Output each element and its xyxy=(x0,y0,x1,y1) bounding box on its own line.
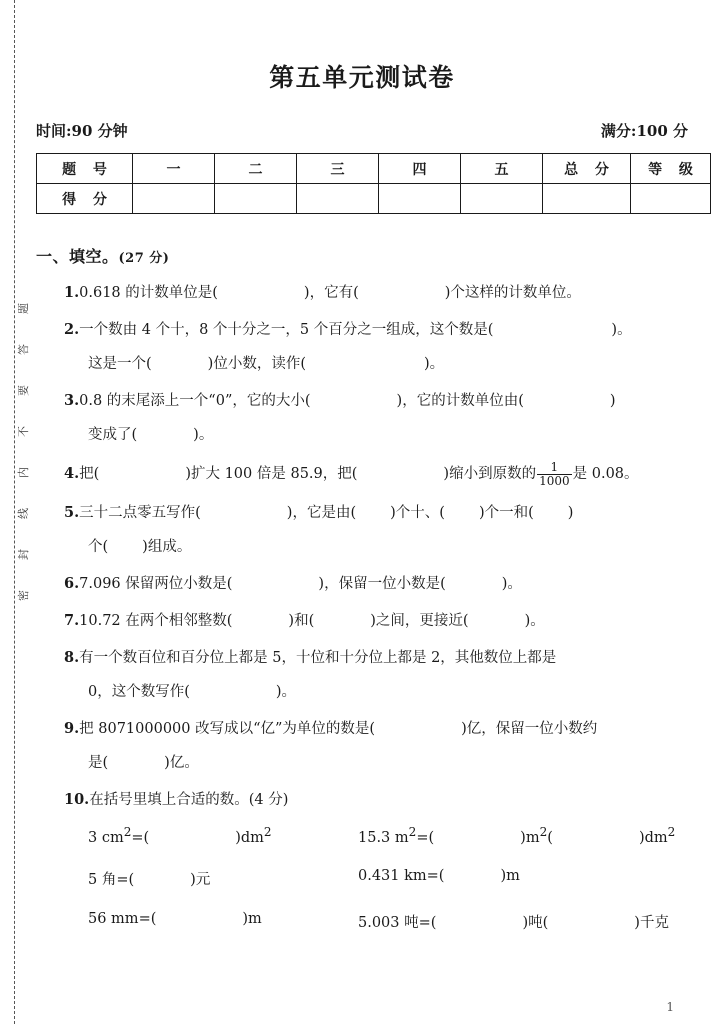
question-1-number: 1. xyxy=(64,284,80,301)
question-3-text-a: 0.8 的末尾添上一个“0”，它的大小( xyxy=(79,393,311,410)
unit-1-left-close-sup: 2 xyxy=(263,825,272,840)
unit-1-right-close-sup: 2 xyxy=(539,825,548,840)
question-9 xyxy=(36,718,688,774)
question-4-line-1 xyxy=(64,461,688,487)
question-2-text-e: )。 xyxy=(424,356,445,373)
score-table-col-5: 五 xyxy=(461,154,543,184)
question-4-number: 4. xyxy=(64,465,80,483)
question-7-line-1 xyxy=(64,610,688,632)
question-10-line-1 xyxy=(64,789,688,811)
question-5-text-c: )个十、( xyxy=(390,505,445,522)
unit-1-left-eq: =( xyxy=(131,830,150,847)
question-7-text-a: 10.72 在两个相邻整数( xyxy=(79,613,233,630)
question-9-text-d: )亿。 xyxy=(164,755,199,772)
unit-row-2 xyxy=(88,868,688,889)
question-2-number: 2. xyxy=(64,321,80,339)
unit-item-5p003dun xyxy=(358,911,688,932)
question-3-text-b: )，它的计数单位由( xyxy=(396,393,524,410)
question-7-text-c: )之间，更接近( xyxy=(370,613,469,630)
unit-item-0p431km xyxy=(358,868,688,889)
unit-1-right-close: )m xyxy=(520,830,540,847)
unit-2-right-value: 0.431 km xyxy=(358,868,427,885)
score-table-col-4: 四 xyxy=(379,154,461,184)
score-cell-3[interactable] xyxy=(297,184,379,214)
question-4-text-d: 是 0.08。 xyxy=(572,466,639,483)
question-5-line-2 xyxy=(64,537,688,558)
question-7-number: 7. xyxy=(64,612,80,630)
unit-3-right-eq: =( xyxy=(418,915,437,932)
question-1-text-c: )个这样的计数单位。 xyxy=(444,285,581,301)
question-10-title: 在括号里填上合适的数。 xyxy=(89,792,249,809)
question-8-text-b: 0，这个数写作( xyxy=(88,684,190,701)
question-2-text-b: )。 xyxy=(611,322,632,339)
question-2 xyxy=(36,319,688,375)
question-10-number: 10. xyxy=(64,791,90,809)
unit-3-right-value: 5.003 吨 xyxy=(358,915,419,932)
question-5-text-d: )个一和( xyxy=(478,505,534,522)
question-9-number: 9. xyxy=(64,720,80,738)
unit-row-3 xyxy=(88,911,688,932)
question-5-text-a: 三十二点零五写作( xyxy=(79,505,201,522)
score-cell-total[interactable] xyxy=(543,184,631,214)
sealing-line-text: 密封线内不要答题 xyxy=(17,273,30,601)
question-5-text-g: )组成。 xyxy=(142,539,192,556)
question-3-line-2 xyxy=(64,425,688,446)
question-1-line-1 xyxy=(64,282,688,304)
question-4 xyxy=(36,461,688,487)
section-title: 一、填空。 xyxy=(36,247,119,266)
unit-2-left-close: )元 xyxy=(190,872,211,889)
question-9-line-1 xyxy=(64,718,688,740)
question-6 xyxy=(36,573,688,595)
score-table-col-1: 一 xyxy=(133,154,215,184)
score-table-col-grade: 等 级 xyxy=(631,154,711,184)
question-4-text-a: 把( xyxy=(79,466,100,483)
question-5-number: 5. xyxy=(64,504,80,522)
question-5-text-b: )，它是由( xyxy=(286,505,357,522)
unit-1-right-extra-sup: 2 xyxy=(667,825,676,840)
exam-full-score-label: 满分:100 分 xyxy=(600,122,688,140)
unit-1-left-sup: 2 xyxy=(123,825,132,840)
question-6-line-1 xyxy=(64,573,688,595)
exam-page xyxy=(36,0,699,1024)
question-2-text-a: 一个数由 4 个十，8 个十分之一，5 个百分之一组成，这个数是( xyxy=(79,322,494,339)
question-8-line-2 xyxy=(64,682,688,703)
question-6-text-c: )。 xyxy=(501,576,522,593)
question-8-line-1 xyxy=(64,647,688,669)
question-8-text-c: )。 xyxy=(275,684,297,701)
unit-item-15p3m2 xyxy=(358,825,688,846)
question-3-text-c: ) xyxy=(609,393,616,410)
question-1-text-a: 0.618 的计数单位是( xyxy=(79,285,218,301)
unit-1-right-extra-open: ( xyxy=(547,830,553,847)
question-2-line-2 xyxy=(64,354,688,375)
question-7 xyxy=(36,610,688,632)
unit-2-left-eq: =( xyxy=(116,872,135,889)
unit-2-right-eq: =( xyxy=(426,868,445,885)
section-points: (27 分) xyxy=(118,251,170,266)
question-8 xyxy=(36,647,688,703)
score-cell-4[interactable] xyxy=(379,184,461,214)
fraction-denominator: 1000 xyxy=(539,473,570,488)
question-10-points: (4 分) xyxy=(248,792,289,809)
page-number: 1 xyxy=(666,1000,674,1014)
unit-1-right-sup: 2 xyxy=(408,825,417,840)
unit-3-left-value: 56 mm xyxy=(88,911,139,928)
question-6-text-b: )，保留一位小数是( xyxy=(318,576,446,593)
question-5 xyxy=(36,502,688,558)
unit-1-right-extra-close: )dm xyxy=(638,830,668,847)
question-5-text-e: ) xyxy=(567,505,574,522)
question-4-text-c: )缩小到原数的 xyxy=(443,466,537,483)
score-table-col-2: 二 xyxy=(215,154,297,184)
table-row-scores xyxy=(37,184,711,214)
question-2-line-1 xyxy=(64,319,688,341)
question-4-text-b: )扩大 100 倍是 85.9，把( xyxy=(185,466,358,483)
score-cell-grade[interactable] xyxy=(631,184,711,214)
unit-conversion-grid xyxy=(36,825,688,932)
question-10 xyxy=(36,789,688,811)
unit-2-right-close: )m xyxy=(500,868,520,885)
score-table-col-total: 总 分 xyxy=(543,154,631,184)
question-7-text-d: )。 xyxy=(524,613,545,630)
fraction-one-over-one-thousand xyxy=(537,461,572,487)
question-5-text-f: 个( xyxy=(88,539,109,556)
question-6-text-a: 7.096 保留两位小数是( xyxy=(79,576,233,593)
question-3-text-d: 变成了( xyxy=(88,427,138,444)
section-heading-fill-blanks xyxy=(36,244,688,267)
unit-3-left-eq: =( xyxy=(138,911,157,928)
question-3-text-e: )。 xyxy=(193,427,214,444)
question-9-text-a: 把 8071000000 改写成以“亿”为单位的数是( xyxy=(79,721,376,738)
unit-2-left-value: 5 角 xyxy=(88,872,117,889)
unit-1-right-eq: =( xyxy=(416,830,435,847)
score-table xyxy=(36,153,711,214)
table-row-question-numbers xyxy=(37,154,711,184)
unit-item-5jiao xyxy=(88,868,358,889)
question-8-number: 8. xyxy=(64,649,80,667)
score-table-label-question: 题 号 xyxy=(37,154,133,184)
unit-3-right-extra-open: ( xyxy=(542,915,549,932)
score-table-label-score: 得 分 xyxy=(37,184,133,214)
question-2-text-d: )位小数，读作( xyxy=(207,356,306,373)
unit-1-left-value: 3 cm xyxy=(88,830,124,847)
score-cell-5[interactable] xyxy=(461,184,543,214)
score-table-col-3: 三 xyxy=(297,154,379,184)
unit-1-right-value: 15.3 m xyxy=(358,830,409,847)
page-title: 第五单元测试卷 xyxy=(269,63,455,92)
question-9-line-2 xyxy=(64,753,688,774)
score-cell-1[interactable] xyxy=(133,184,215,214)
unit-3-right-extra-close: )千克 xyxy=(634,915,669,932)
question-5-line-1 xyxy=(64,502,688,524)
unit-1-left-close: )dm xyxy=(235,830,264,847)
fraction-numerator: 1 xyxy=(537,461,572,475)
question-9-text-c: 是( xyxy=(88,755,109,772)
sealing-margin xyxy=(0,0,32,1024)
unit-3-left-close: )m xyxy=(242,911,262,928)
unit-item-56mm xyxy=(88,911,358,932)
question-8-text-a: 有一个数百位和百分位上都是 5，十位和十分位上都是 2，其他数位上都是 xyxy=(79,650,557,667)
score-cell-2[interactable] xyxy=(215,184,297,214)
question-7-text-b: )和( xyxy=(288,613,315,630)
question-1 xyxy=(36,282,688,304)
question-2-text-c: 这是一个( xyxy=(88,356,152,373)
unit-item-3cm2 xyxy=(88,825,358,846)
exam-meta-row xyxy=(36,120,688,141)
unit-row-1 xyxy=(88,825,688,846)
question-9-text-b: )亿，保留一位小数约 xyxy=(461,721,598,738)
question-3-number: 3. xyxy=(64,392,80,410)
question-3 xyxy=(36,390,688,446)
question-6-number: 6. xyxy=(64,575,80,593)
question-1-text-b: )，它有( xyxy=(303,285,359,301)
unit-3-right-close: )吨 xyxy=(522,915,543,932)
question-3-line-1 xyxy=(64,390,688,412)
exam-time-label: 时间:90 分钟 xyxy=(36,122,128,140)
